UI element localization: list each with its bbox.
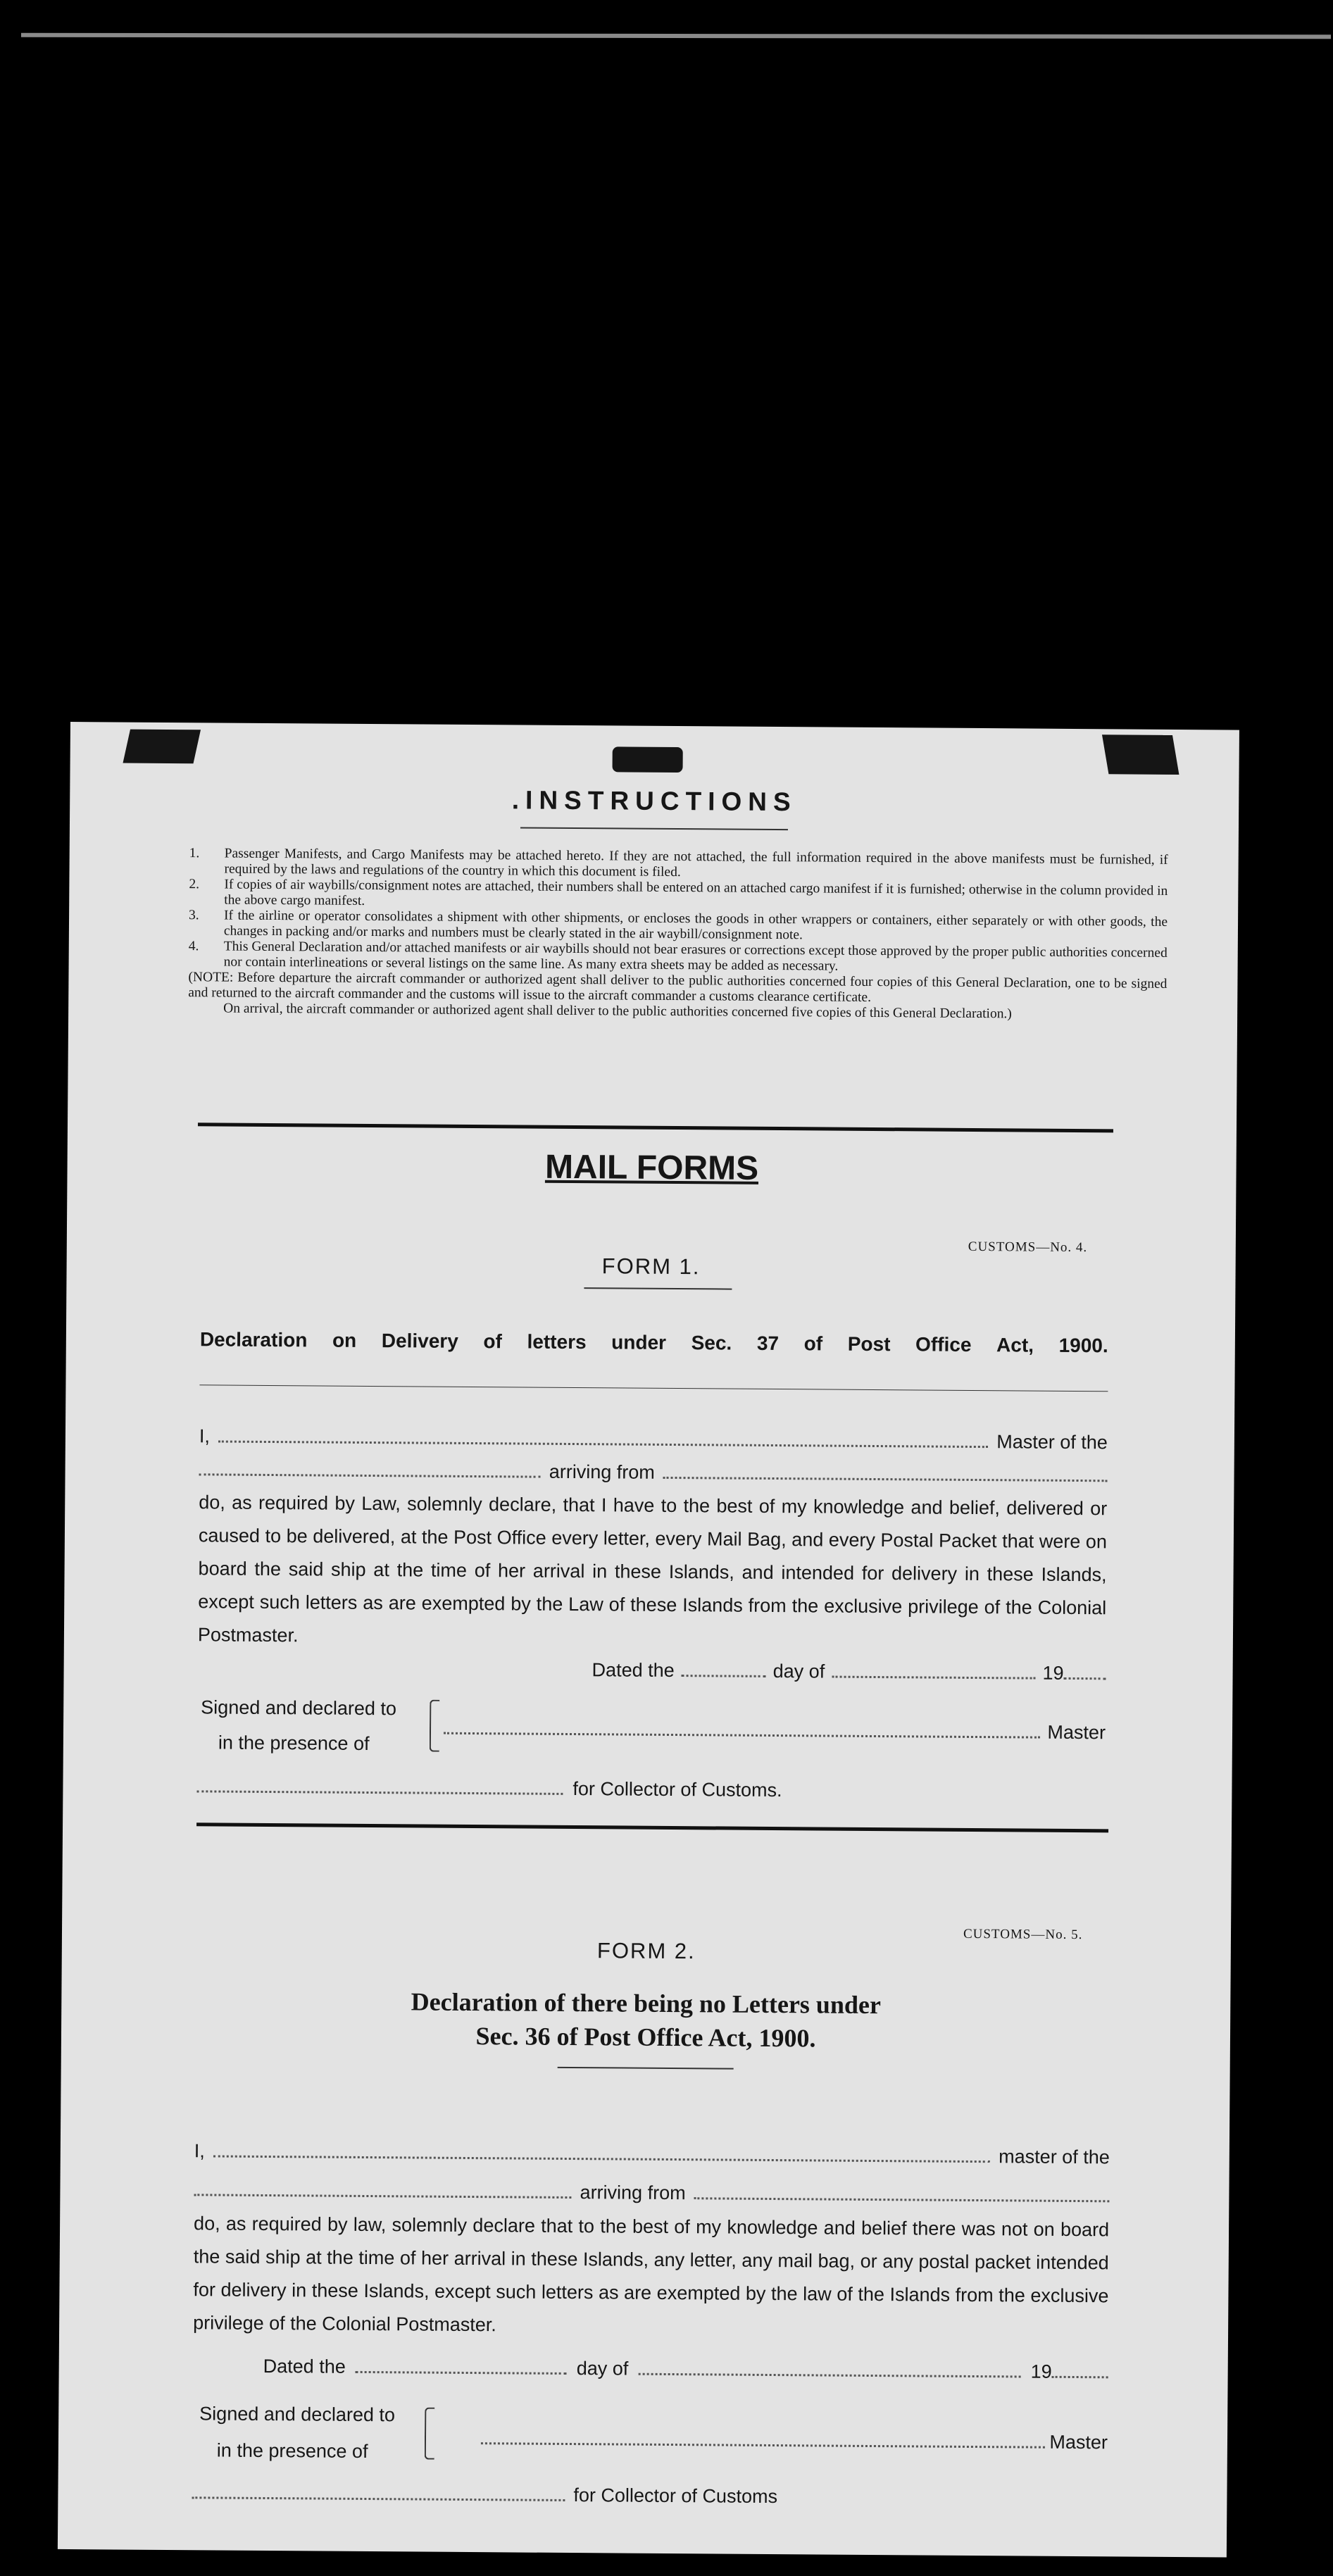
master-label: Master bbox=[1047, 1721, 1106, 1744]
heading-word: Delivery bbox=[381, 1330, 458, 1352]
form2-collector-line bbox=[192, 2476, 825, 2513]
year-blank[interactable] bbox=[1064, 1668, 1106, 1680]
instructions-note bbox=[188, 970, 1167, 1023]
instruction-text: If copies of air waybills/consignment notes are attached, their numbers shall be entered on an attached cargo manifest if it is furnished; otherwise in the column provided in the above cargo manifest. bbox=[224, 877, 1168, 908]
customs-number: CUSTOMS—No. 4. bbox=[968, 1239, 1088, 1256]
heading-word: Declaration bbox=[199, 1328, 308, 1351]
line-start: I, bbox=[199, 1425, 211, 1447]
signed-line-1: Signed and declared to bbox=[201, 1696, 397, 1720]
signed-line-1: Signed and declared to bbox=[199, 2403, 396, 2426]
brace bbox=[425, 2408, 435, 2460]
instruction-number: 2. bbox=[189, 877, 200, 892]
signed-line-2: in the presence of bbox=[218, 1732, 370, 1754]
line-end: master of the bbox=[999, 2146, 1110, 2168]
heading-rule bbox=[199, 1384, 1108, 1392]
master-label: Master bbox=[1049, 2431, 1108, 2453]
instruction-text: If the airline or operator consolidates a shipment with other shipments, or encloses the goods in other wrappers or containers, either separately or with other goods, the changes in packing and/or marks and numbers must be clearly stated in the air waybill/consignment note. bbox=[223, 908, 1168, 943]
arriving-label: arriving from bbox=[580, 2182, 686, 2204]
year-prefix: 19 bbox=[1030, 2361, 1052, 2382]
arriving-label: arriving from bbox=[549, 1461, 655, 1483]
customs-number: CUSTOMS—No. 5. bbox=[963, 1926, 1083, 1943]
heading-word: of bbox=[483, 1330, 503, 1353]
collector-label: for Collector of Customs bbox=[573, 2484, 778, 2508]
master-signature-blank[interactable] bbox=[481, 2432, 1046, 2449]
day-blank[interactable] bbox=[356, 2361, 567, 2375]
year-prefix: 19 bbox=[1042, 1662, 1064, 1684]
section-divider bbox=[198, 1123, 1113, 1132]
form2-declaration-heading bbox=[61, 1982, 1231, 2058]
dated-label: Dated the bbox=[263, 2355, 346, 2377]
month-blank[interactable] bbox=[832, 1666, 1035, 1680]
form1-master-line bbox=[444, 1712, 1106, 1750]
origin-blank[interactable] bbox=[694, 2187, 1110, 2202]
note-arrival: On arrival, the aircraft commander or authorized agent shall deliver to the public authorities concerned five copies of this General Declaration.) bbox=[223, 1001, 1012, 1022]
instruction-number: 1. bbox=[189, 846, 200, 861]
heading-word: Act, bbox=[996, 1334, 1034, 1356]
year-blank[interactable] bbox=[1052, 2366, 1108, 2379]
instruction-text: Passenger Manifests, and Cargo Manifests may be attached hereto. If they are not attached, the full information required in the above manifests must be furnished, if required by the laws and regulations of the country in which this document is filed. bbox=[224, 846, 1168, 880]
film-edge-line bbox=[21, 33, 1331, 39]
mail-forms-title: MAIL FORMS bbox=[544, 1148, 759, 1187]
heading-line-2: Sec. 36 of Post Office Act, 1900. bbox=[475, 2022, 816, 2053]
document-page bbox=[58, 722, 1239, 2558]
name-blank[interactable] bbox=[213, 2145, 990, 2163]
instructions-title: .INSTRUCTIONS bbox=[511, 785, 797, 817]
form1-body: do, as required by Law, solemnly declare, that I have to the best of my knowledge and belief, delivered or caused to be delivered, at the Post Office every letter, every Mail Bag, and every Postal Packet that were on board the said ship at the time of her arrival in these Islands, and intended for delivery in these Islands, except such letters as are exempted by the Law of these Islands from the exclusive privilege of the Colonial Postmaster. bbox=[197, 1492, 1108, 1646]
heading-line-1: Declaration of there being no Letters under bbox=[411, 1987, 882, 2020]
day-of-label: day of bbox=[772, 1660, 825, 1682]
heading-word: Post bbox=[847, 1332, 891, 1356]
instruction-number: 4. bbox=[188, 939, 199, 954]
tape-mark-left bbox=[123, 730, 201, 764]
heading-word: 1900. bbox=[1058, 1334, 1108, 1357]
collector-signature-blank[interactable] bbox=[196, 1780, 563, 1795]
dated-label: Dated the bbox=[592, 1659, 675, 1682]
note-departure: (NOTE: Before departure the aircraft commander or authorized agent shall deliver to the public authorities concerned four copies of this General Declaration, one to be signed and returned to the aircraft commander and the customs will issue to the aircraft commander a customs clearance certificate. bbox=[188, 970, 1168, 1005]
form1-dated-line bbox=[592, 1653, 1106, 1690]
form2-body: do, as required by law, solemnly declare that to the best of my knowledge and belief there was not on board the said ship at the time of her arrival in these Islands, any letter, any mail bag, or any postal packet intended for delivery in these Islands, except such letters as are exempted by the law of the Islands from the exclusive privilege of the Colonial Postmaster. bbox=[193, 2213, 1110, 2336]
form-title: FORM 2. bbox=[596, 1938, 696, 1964]
title-underline bbox=[558, 2067, 734, 2070]
tape-mark-center bbox=[613, 746, 683, 773]
form2-master-line bbox=[481, 2422, 1108, 2459]
heading-word: letters bbox=[527, 1330, 587, 1353]
form1-declaration-heading bbox=[200, 1328, 1108, 1357]
heading-word: 37 bbox=[756, 1332, 780, 1355]
master-signature-blank[interactable] bbox=[444, 1722, 1041, 1739]
collector-signature-blank[interactable] bbox=[192, 2487, 565, 2501]
instruction-text: This General Declaration and/or attached manifests or air waybills should not bear erasures or corrections except those approved by the proper public authorities concerned nor contain interlineations or several listings on the same line. As many extra sheets may be added as necessary. bbox=[223, 939, 1168, 974]
heading-word: on bbox=[332, 1329, 357, 1351]
form1-collector-line bbox=[196, 1770, 830, 1807]
tape-mark-right bbox=[1102, 734, 1179, 775]
instructions-underline bbox=[520, 827, 788, 830]
name-blank[interactable] bbox=[218, 1430, 988, 1448]
month-blank[interactable] bbox=[638, 2363, 1020, 2378]
instructions-list bbox=[188, 846, 1168, 1023]
signed-line-2: in the presence of bbox=[216, 2439, 368, 2463]
form2-name-line bbox=[194, 2134, 1110, 2174]
origin-blank[interactable] bbox=[663, 1467, 1108, 1482]
title-underline bbox=[584, 1287, 732, 1289]
instruction-number: 3. bbox=[189, 908, 199, 923]
form-title: FORM 1. bbox=[601, 1253, 701, 1280]
brace bbox=[430, 1700, 440, 1752]
line-end: Master of the bbox=[996, 1431, 1108, 1453]
section-divider bbox=[196, 1822, 1108, 1832]
heading-word: Sec. bbox=[691, 1332, 732, 1354]
form2-dated-line bbox=[263, 2350, 1108, 2389]
vessel-blank[interactable] bbox=[194, 2184, 571, 2199]
heading-word: under bbox=[611, 1331, 667, 1353]
heading-word: Office bbox=[915, 1333, 972, 1356]
vessel-blank[interactable] bbox=[199, 1463, 541, 1477]
line-start: I, bbox=[194, 2140, 205, 2162]
collector-label: for Collector of Customs. bbox=[572, 1778, 782, 1801]
day-of-label: day of bbox=[576, 2358, 629, 2380]
heading-word: of bbox=[803, 1332, 823, 1355]
form2-arrival-line bbox=[194, 2173, 1109, 2213]
day-blank[interactable] bbox=[682, 1665, 766, 1677]
